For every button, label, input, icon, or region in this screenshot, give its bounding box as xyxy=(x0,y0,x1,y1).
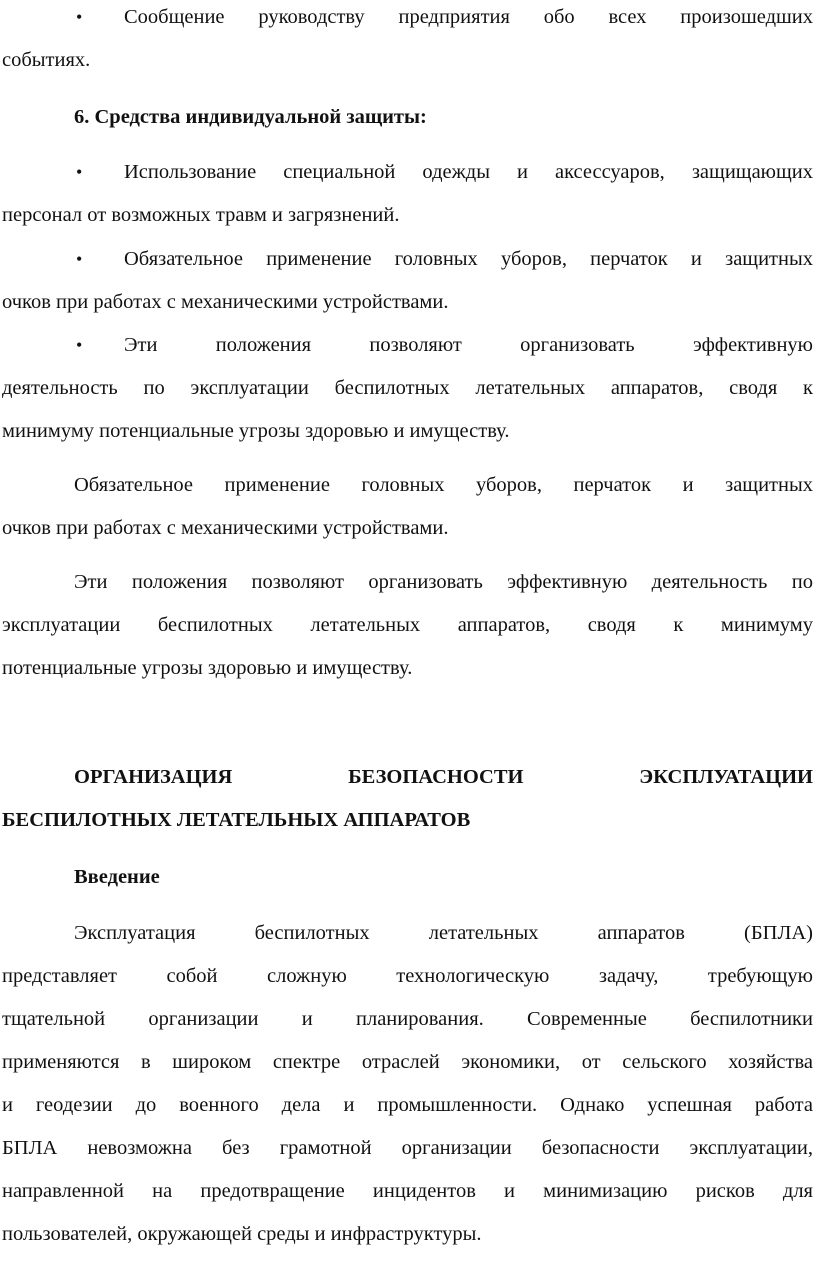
bullet-item-summary xyxy=(2,324,813,453)
bullet-line xyxy=(2,324,813,367)
bullet-text: Использование специальной одежды и аксессуаров, защищающих xyxy=(124,161,813,183)
main-title xyxy=(2,756,813,842)
paragraph-line: представляет собой сложную технологическую задачу, требующую xyxy=(2,965,813,987)
paragraph-line: Обязательное применение головных уборов, перчаток и защитных xyxy=(74,474,813,496)
bullet-text: Обязательное применение головных уборов, перчаток и защитных xyxy=(124,248,813,270)
bullet-text-continuation: событиях. xyxy=(2,49,91,71)
main-title-line: ОРГАНИЗАЦИЯ БЕЗОПАСНОСТИ ЭКСПЛУАТАЦИИ xyxy=(74,766,813,788)
bullet-line xyxy=(2,0,813,39)
bullet-text: Сообщение руководству предприятия обо всех произошедших xyxy=(124,6,813,28)
main-title-line: БЕСПИЛОТНЫХ ЛЕТАТЕЛЬНЫХ АППАРАТОВ xyxy=(2,809,471,831)
intro-heading: Введение xyxy=(74,866,160,888)
bullet-line xyxy=(2,238,813,281)
paragraph-line: и геодезии до военного дела и промышленности. Однако успешная работа xyxy=(2,1094,813,1116)
paragraph-line: направленной на предотвращение инцидентов и минимизацию рисков для xyxy=(2,1180,813,1202)
paragraph-line: очков при работах с механическими устройствами. xyxy=(2,517,449,539)
bullet-text-continuation: очков при работах с механическими устройствами. xyxy=(2,291,449,313)
bullet-item-clothing xyxy=(2,151,813,237)
bullet-icon: • xyxy=(76,162,83,182)
bullet-text-continuation: минимуму потенциальные угрозы здоровью и имуществу. xyxy=(2,420,510,442)
bullet-icon: • xyxy=(76,335,83,355)
paragraph-headwear xyxy=(2,464,813,550)
section-heading: 6. Средства индивидуальной защиты: xyxy=(74,106,427,128)
bullet-item-headwear xyxy=(2,238,813,324)
paragraph-line: эксплуатации беспилотных летательных аппаратов, сводя к минимуму xyxy=(2,614,813,636)
paragraph-line: тщательной организации и планирования. Современные беспилотники xyxy=(2,1008,813,1030)
bullet-text-continuation: персонал от возможных травм и загрязнений. xyxy=(2,204,400,226)
bullet-icon: • xyxy=(76,7,83,27)
paragraph-summary xyxy=(2,561,813,690)
paragraph-line: Эксплуатация беспилотных летательных аппаратов (БПЛА) xyxy=(74,922,813,944)
paragraph-line: потенциальные угрозы здоровью и имуществу. xyxy=(2,657,413,679)
bullet-line xyxy=(2,151,813,194)
paragraph-line: Эти положения позволяют организовать эффективную деятельность по xyxy=(74,571,813,593)
paragraph-line: пользователей, окружающей среды и инфраструктуры. xyxy=(2,1223,482,1245)
paragraph-line: БПЛА невозможна без грамотной организации безопасности эксплуатации, xyxy=(2,1137,813,1159)
bullet-item-report xyxy=(2,0,813,82)
bullet-icon: • xyxy=(76,249,83,269)
paragraph-line: применяются в широком спектре отраслей экономики, от сельского хозяйства xyxy=(2,1051,813,1073)
bullet-text-continuation: деятельность по эксплуатации беспилотных летательных аппаратов, сводя к xyxy=(2,377,813,399)
intro-paragraph xyxy=(2,912,813,1256)
bullet-text: Эти положения позволяют организовать эффективную xyxy=(124,334,813,356)
